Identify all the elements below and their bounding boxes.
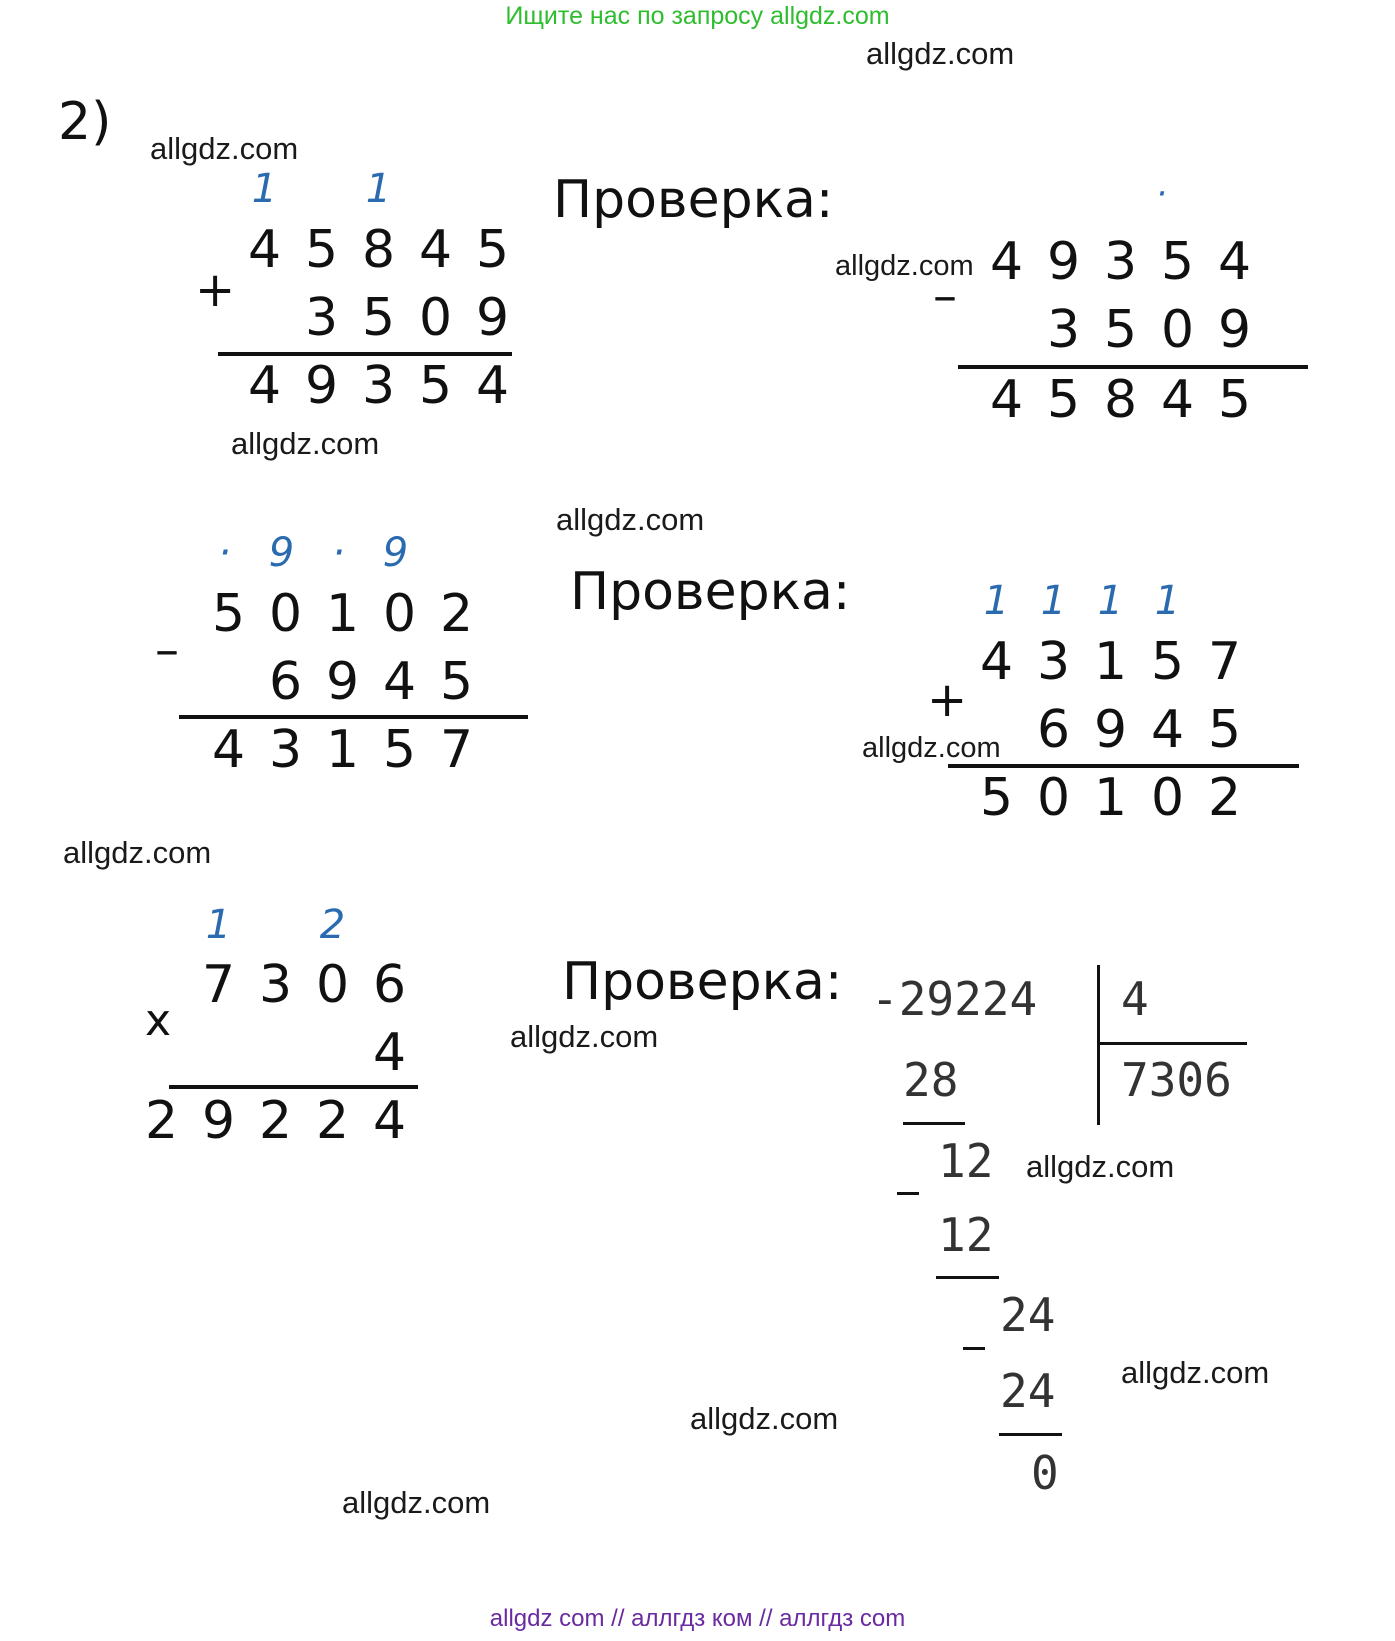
minus-sign: – [933,268,957,324]
watermark: allgdz.com [835,250,974,282]
multiplicand: 7 3 0 6 [201,955,407,1015]
minuend: 4 9 3 5 4 [989,232,1252,292]
divisor-line [1097,1042,1247,1045]
footer-links[interactable]: allgdz com // аллгдз ком // аллгдз com [489,1605,906,1632]
multiply-sign: x [145,995,172,1046]
difference-result: 4 5 8 4 5 [989,370,1252,430]
check-label: Проверка: [562,952,843,1012]
watermark: allgdz.com [510,1019,659,1054]
carry-row: 1 2 [205,902,346,948]
step-subtract: 24 [1000,1364,1056,1418]
plus-sign: + [195,262,236,318]
step-minus [963,1347,985,1350]
quotient: 7306 [1121,1053,1232,1107]
plus-sign: + [927,672,968,728]
step-minus [897,1192,919,1195]
step-subtract: 12 [938,1208,994,1262]
addend-1: 4 5 8 4 5 [247,220,510,280]
division-bar [1097,965,1100,1125]
step-subtract: 28 [903,1053,959,1107]
check-label: Проверка: [553,170,834,230]
minus-sign: – [155,622,179,678]
watermark: allgdz.com [556,502,705,537]
carry-row: 1 1 [251,166,392,212]
multiplier: 4 [372,1023,407,1083]
sum-result: 4 9 3 5 4 [247,356,510,416]
step-line [936,1276,999,1279]
difference-line [958,365,1308,369]
problem-number: 2) [58,92,112,152]
check-label: Проверка: [570,562,851,622]
step-remainder: 12 [938,1134,994,1188]
sum-result: 5 0 1 0 2 [979,768,1242,828]
minuend: 5 0 1 0 2 [211,584,474,644]
watermark: allgdz.com [690,1401,839,1436]
borrow-dot: · [1156,174,1167,214]
subtrahend: 6 9 4 5 [268,652,474,712]
difference-line [179,715,528,719]
carry-row: 1 1 1 1 [983,578,1181,624]
borrow-row: · 9 · 9 [218,530,409,576]
watermark: allgdz.com [866,36,1015,71]
watermark: allgdz.com [63,835,212,870]
dividend: -29224 [871,972,1038,1026]
divisor: 4 [1121,972,1149,1026]
top-banner[interactable]: Ищите нас по запросу allgdz.com [505,2,890,30]
final-remainder: 0 [1031,1446,1059,1500]
watermark: allgdz.com [862,732,1001,764]
watermark: allgdz.com [231,426,380,461]
step-remainder: 24 [1000,1288,1056,1342]
watermark: allgdz.com [342,1485,491,1520]
step-line [999,1433,1062,1436]
addend-2: 3 5 0 9 [304,288,510,348]
addend-1: 4 3 1 5 7 [979,632,1242,692]
subtrahend: 3 5 0 9 [1046,300,1252,360]
difference-result: 4 3 1 5 7 [211,720,474,780]
product-line [169,1085,418,1089]
product-result: 2 9 2 2 4 [144,1091,407,1151]
addend-2: 6 9 4 5 [1036,700,1242,760]
watermark: allgdz.com [1026,1149,1175,1184]
step-line [903,1122,965,1125]
watermark: allgdz.com [1121,1355,1270,1390]
watermark: allgdz.com [150,131,299,166]
